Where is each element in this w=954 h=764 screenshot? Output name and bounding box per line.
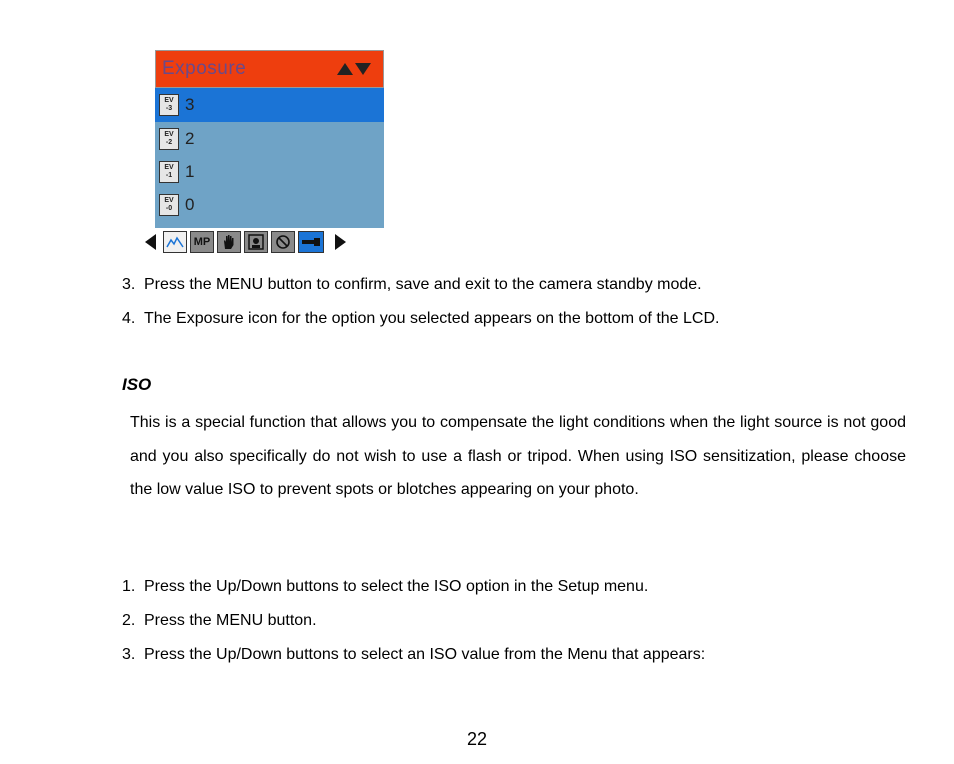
page-number: 22 [466,729,488,749]
ev-icon: EV -1 [159,161,179,183]
menu-title: Exposure [162,58,247,79]
step-item: 3. Press the Up/Down buttons to select an ISO value from the Menu that appears: [122,646,706,663]
menu-options [155,88,384,228]
option-value: 0 [185,194,195,214]
menu-header [155,50,384,88]
step-item: 3. Press the MENU button to confirm, save and exit to the camera standby mode. [122,276,702,293]
ev-icon: EV -0 [159,194,179,216]
face-detection-icon[interactable] [244,231,268,253]
option-value: 1 [185,161,195,181]
ev-icon: EV -2 [159,128,179,150]
up-down-arrows-icon [337,63,371,75]
step-item: 1. Press the Up/Down buttons to select the ISO option in the Setup menu. [122,578,649,595]
ev-icon: EV -3 [159,94,179,116]
scene-icon[interactable] [163,231,187,253]
arrow-left-icon[interactable] [145,234,156,250]
menu-option-ev-1[interactable] [155,155,384,188]
step-item: 4. The Exposure icon for the option you selected appears on the bottom of the LCD. [122,310,720,327]
menu-option-ev-3[interactable] [155,88,384,122]
option-value: 2 [185,128,195,148]
step-item: 2. Press the MENU button. [122,612,317,629]
arrow-right-icon[interactable] [335,234,346,250]
option-value: 3 [185,95,195,114]
section-heading-iso: ISO [122,375,152,394]
self-timer-icon[interactable] [271,231,295,253]
resolution-icon[interactable]: MP [190,231,214,253]
iso-description: This is a special function that allows you to compensate the light conditions when the light source is not good and you also specifically do not wish to use a flash or tripod. When using ISO sensitization, please choose the low value ISO to prevent spots or blotches appearing on your photo. [130,414,906,498]
menu-icon-bar [145,231,346,253]
exposure-menu-screenshot [155,50,384,228]
setup-wrench-icon[interactable] [298,231,324,253]
hand-stabilizer-icon[interactable] [217,231,241,253]
menu-option-ev-2[interactable] [155,122,384,155]
menu-option-ev-0[interactable] [155,188,384,221]
